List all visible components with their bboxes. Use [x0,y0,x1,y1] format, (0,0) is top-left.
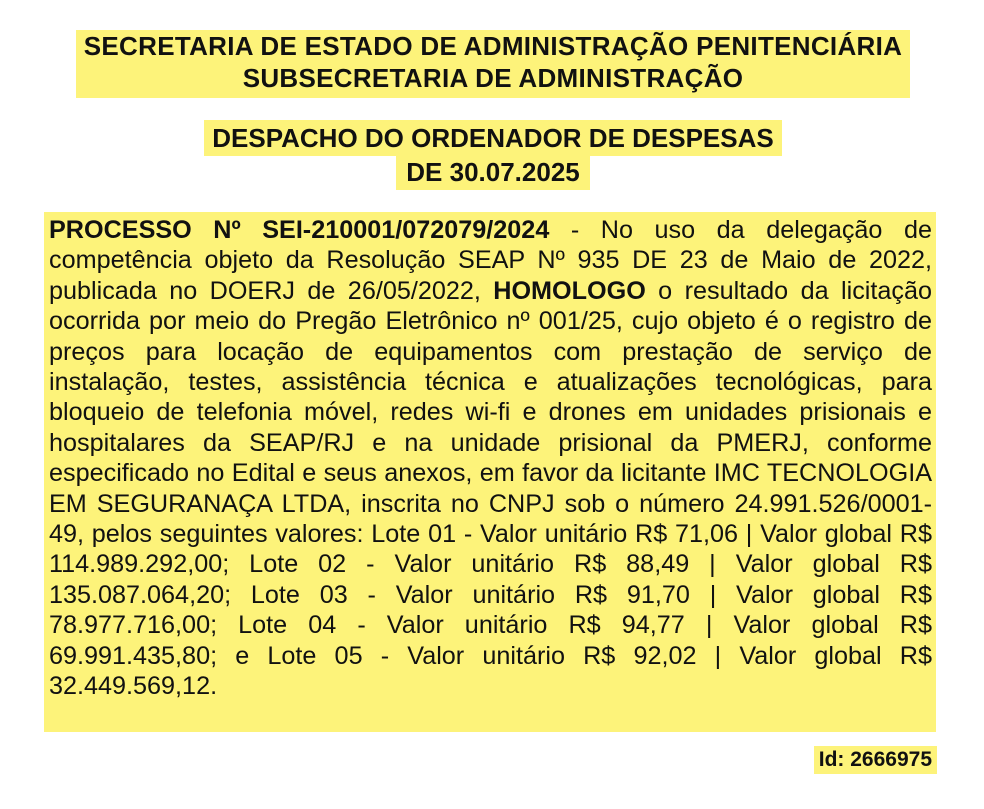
homologo-keyword: HOMOLOGO [493,276,646,305]
sub-agency-name: SUBSECRETARIA DE ADMINISTRAÇÃO [242,63,744,93]
processo-number: PROCESSO Nº SEI-210001/072079/2024 [49,216,550,244]
agency-name: SECRETARIA DE ESTADO DE ADMINISTRAÇÃO PENITENCIÁRIA [83,31,903,61]
despacho-title: DESPACHO DO ORDENADOR DE DESPESAS [204,120,782,156]
body-paragraph-block [44,212,936,732]
despacho-date: DE 30.07.2025 [396,156,589,190]
body-text-part2: o resultado da licitação ocorrida por meio do Pregão Eletrônico nº 001/25, cujo objeto é o registro de preços para locação de equipamentos com prestação de serviço de instalação, testes, assistência técnica e atualizações tecnológicas, para bloqueio de telefonia móvel, redes wi-fi e drones em unidades prisionais e hospitalares da SEAP/RJ e na unidade prisional da PMERJ, conforme especificado no Edital e seus anexos, em favor da licitante IMC TECNOLOGIA EM SEGURANAÇA LTDA, inscrita no CNPJ sob o número 24.991.526/0001-49, pelos seguintes valores: Lote 01 - Valor unitário R$ 71,06 | Valor global R$ 114.989.292,00; Lote 02 - Valor unitário R$ 88,49 | Valor global R$ 135.087.064,20; Lote 03 - Valor unitário R$ 91,70 | Valor global R$ 78.977.716,00; Lote 04 - Valor unitário R$ 94,77 | Valor global R$ 69.991.435,80; e Lote 05 - Valor unitário R$ 92,02 | Valor global R$ 32.449.569,12. [49,276,932,701]
body-text-part1: - No uso da delegação de competência objeto da Resolução SEAP Nº 935 DE 23 de Maio de 2022, publicada no DOERJ de 26/05/2022, [49,216,932,305]
header-highlight [76,30,910,98]
body-paragraph [49,215,932,702]
header-block [50,30,936,98]
document-id: Id: 2666975 [814,746,937,774]
despacho-title-block [186,120,800,190]
